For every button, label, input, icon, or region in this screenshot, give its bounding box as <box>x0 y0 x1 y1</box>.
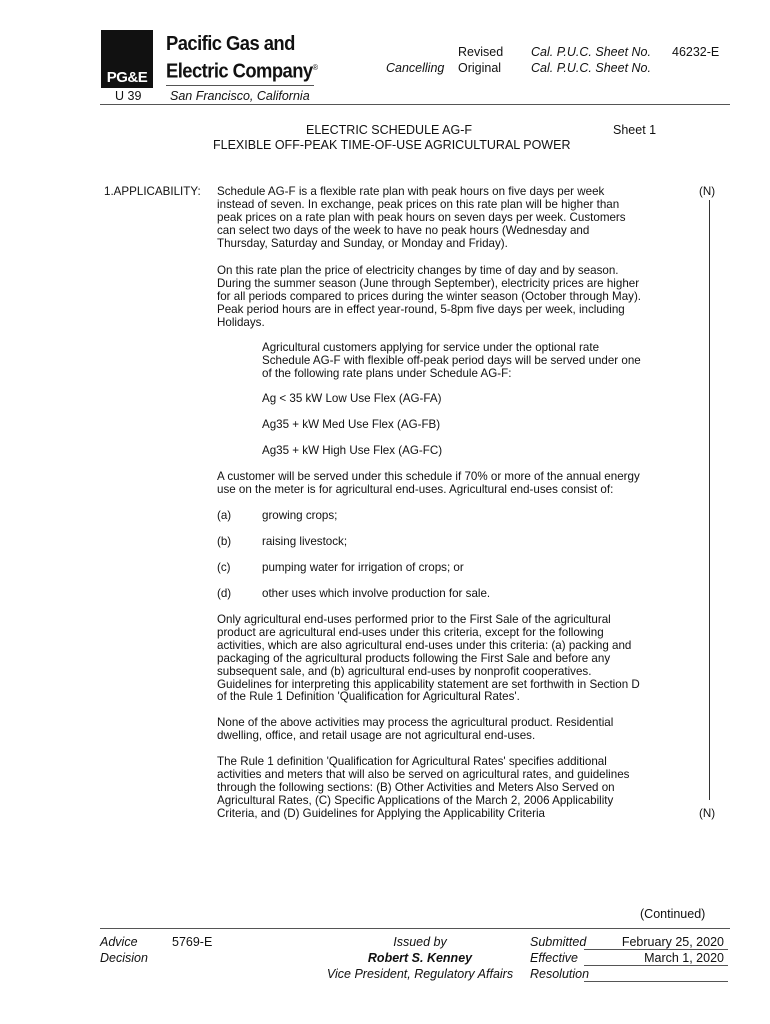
section-label: 1.APPLICABILITY: <box>104 185 201 198</box>
text-line: The Rule 1 definition 'Qualification for Agricultural Rates' specifies additional <box>217 755 607 768</box>
advice-label: Advice <box>100 935 138 949</box>
resolution-label: Resolution <box>530 967 590 981</box>
pge-logo <box>101 30 153 88</box>
text-line: activities, which are also agricultural end-uses under this criteria: (a) packing and <box>217 638 632 652</box>
registered-mark: ® <box>312 63 318 72</box>
sheet-indicator: Sheet 1 <box>613 123 657 137</box>
rate-plan-a: Ag < 35 kW Low Use Flex (AG-FA) <box>262 392 442 405</box>
text-line: During the summer season (June through September), electricity prices are higher <box>217 276 640 290</box>
text-line: can select two days of the week to have no peak hours (Wednesday and <box>217 223 590 237</box>
city: San Francisco, California <box>170 89 310 103</box>
effective-date: March 1, 2020 <box>644 951 724 965</box>
effective-underline <box>584 965 728 966</box>
revised-label: Revised <box>458 45 504 59</box>
schedule-subtitle: FLEXIBLE OFF-PEAK TIME-OF-USE AGRICULTURAL POWER <box>213 138 571 152</box>
rate-plan-b: Ag35 + kW Med Use Flex (AG-FB) <box>262 418 441 431</box>
text-line: None of the above activities may process the agricultural product. Residential <box>217 716 614 729</box>
company-name-line1: Pacific Gas and <box>166 33 295 55</box>
issued-by-label: Issued by <box>393 935 447 949</box>
resolution-underline <box>584 981 728 982</box>
text-line: Holidays. <box>217 315 265 329</box>
text-line: Guidelines for interpreting this applicability statement are set forthwith in Section D <box>217 677 640 691</box>
change-bar <box>709 200 710 800</box>
list-item-text: other uses which involve production for sale. <box>262 587 491 600</box>
logo-text: PG&E <box>106 69 148 86</box>
schedule-title: ELECTRIC SCHEDULE AG-F <box>306 123 473 137</box>
continued-label: (Continued) <box>640 907 706 921</box>
text-line: of the following rate plans under Schedule AG-F: <box>262 366 512 380</box>
text-line: A customer will be served under this schedule if 70% or more of the annual energy <box>217 470 640 483</box>
submitted-label: Submitted <box>530 935 587 949</box>
text-line: of the Rule 1 Definition 'Qualification for Agricultural Rates'. <box>217 690 520 704</box>
text-line: use on the meter is for agricultural end-uses. Agricultural end-uses consist of: <box>217 482 614 496</box>
text-line: Peak period hours are in effect year-round, 5-8pm five days per week, including <box>217 302 625 316</box>
company-name-line2 <box>166 56 317 84</box>
list-item-letter: (a) <box>217 509 232 522</box>
signer-name: Robert S. Kenney <box>367 951 473 965</box>
header-rule <box>100 104 730 105</box>
advice-number: 5769-E <box>172 935 213 949</box>
sheet-label-1: Cal. P.U.C. Sheet No. <box>531 45 651 59</box>
submitted-date: February 25, 2020 <box>621 935 724 949</box>
paragraph-4 <box>217 471 687 497</box>
company-underline <box>166 85 314 86</box>
utility-code: U 39 <box>115 89 142 103</box>
text-line: for all periods compared to prices during the winter season (October through May). <box>217 289 642 303</box>
text-line: Schedule AG-F with flexible off-peak period days will be served under one <box>262 353 641 367</box>
sheet-label-2: Cal. P.U.C. Sheet No. <box>531 61 651 75</box>
text-line: through the following sections: (B) Other Activities and Meters Also Served on <box>217 780 615 794</box>
rate-plan-c: Ag35 + kW High Use Flex (AG-FC) <box>262 444 443 457</box>
paragraph-7 <box>217 756 687 821</box>
sheet-number: 46232-E <box>672 45 720 59</box>
paragraph-1 <box>217 186 687 251</box>
text-line: product are agricultural end-uses under this criteria, except for the following <box>217 625 604 639</box>
list-item-letter: (b) <box>217 535 232 548</box>
list-item-text: pumping water for irrigation of crops; or <box>262 561 464 574</box>
text-line: activities and meters that will also be served on agricultural rates, and guidelines <box>217 767 630 781</box>
paragraph-3 <box>262 342 682 381</box>
text-line: instead of seven. In exchange, peak prices on this rate plan will be higher than <box>217 197 620 211</box>
paragraph-6 <box>217 717 687 743</box>
text-line: Criteria, and (D) Guidelines for Applying the Applicability Criteria <box>217 806 545 820</box>
paragraph-2 <box>217 265 687 330</box>
text-line: Thursday, Saturday and Sunday, or Monday and Friday). <box>217 236 508 250</box>
list-item-letter: (d) <box>217 587 232 600</box>
company-name-text: Electric Company <box>166 60 313 83</box>
change-marker-start: (N) <box>699 185 716 198</box>
text-line: Agricultural Rates, (C) Specific Applications of the March 2, 2006 Applicability <box>217 793 614 807</box>
text-line: Agricultural customers applying for service under the optional rate <box>262 341 600 354</box>
text-line: peak prices on a rate plan with peak hours on seven days per week. Customers <box>217 210 626 224</box>
original-label: Original <box>458 61 502 75</box>
decision-label: Decision <box>100 951 148 965</box>
list-item-letter: (c) <box>217 561 231 574</box>
paragraph-5 <box>217 614 687 704</box>
footer-rule <box>100 928 730 929</box>
submitted-underline <box>584 949 728 950</box>
list-item-text: raising livestock; <box>262 535 348 548</box>
text-line: Schedule AG-F is a flexible rate plan with peak hours on five days per week <box>217 185 605 198</box>
text-line: dwelling, office, and retail usage are not agricultural end-uses. <box>217 728 536 742</box>
text-line: subsequent sale, and (b) agricultural end-uses by nonprofit cooperatives. <box>217 664 592 678</box>
signer-title: Vice President, Regulatory Affairs <box>326 967 514 981</box>
list-item-text: growing crops; <box>262 509 338 522</box>
change-marker-end: (N) <box>699 807 716 820</box>
cancelling-label: Cancelling <box>386 61 445 75</box>
effective-label: Effective <box>530 951 578 965</box>
text-line: On this rate plan the price of electricity changes by time of day and by season. <box>217 264 619 277</box>
text-line: packaging of the agricultural products following the First Sale and before any <box>217 651 611 665</box>
text-line: Only agricultural end-uses performed prior to the First Sale of the agricultural <box>217 613 611 626</box>
